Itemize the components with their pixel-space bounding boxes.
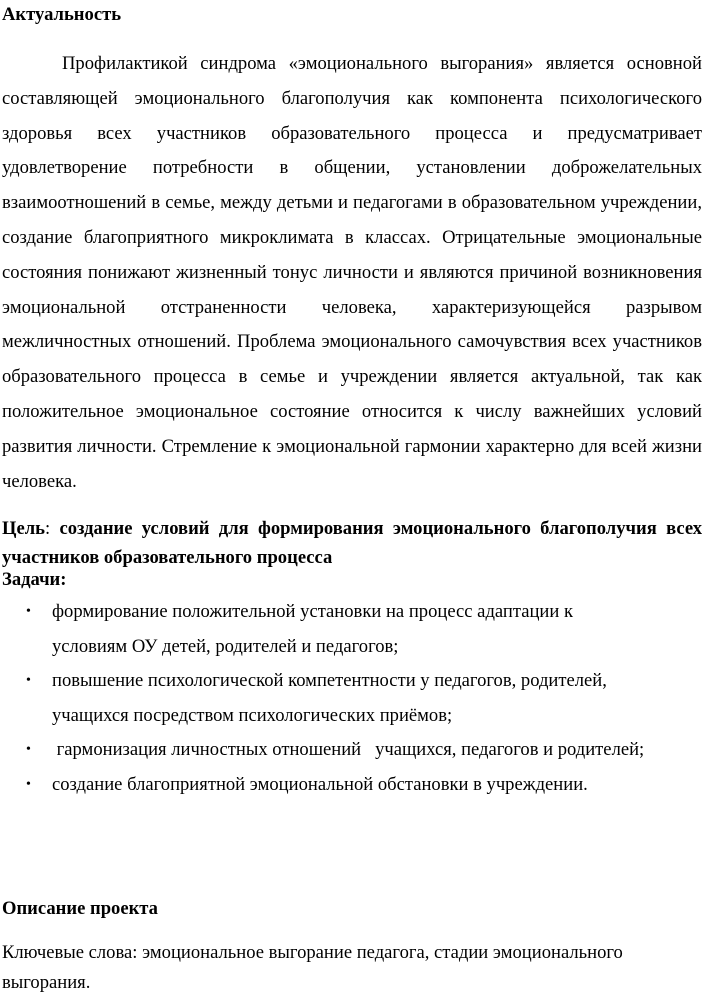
goal-paragraph bbox=[2, 514, 702, 572]
bullet-icon: • bbox=[26, 673, 31, 689]
bullet-icon: • bbox=[26, 604, 31, 619]
task-text: создание благоприятной эмоциональной обстановки в учреждении. bbox=[52, 773, 588, 795]
bullet-icon: • bbox=[26, 742, 31, 758]
relevance-heading: Актуальность bbox=[2, 4, 122, 25]
task-text: гармонизация личностных отношений учащихся, педагогов и родителей; bbox=[52, 739, 645, 761]
goal-text: создание условий для формирования эмоционального благополучия всех участников образовательного процесса bbox=[2, 518, 702, 568]
task-text: формирование положительной установки на процесс адаптации к условиям ОУ детей, родителей и педагогов; bbox=[52, 601, 573, 657]
goal-label: Цель bbox=[2, 518, 45, 539]
keywords-paragraph: Ключевые слова: эмоциональное выгорание педагога, стадии эмоционального выгорания. bbox=[2, 942, 623, 993]
relevance-paragraph bbox=[2, 47, 702, 499]
tasks-list bbox=[0, 595, 704, 803]
task-text: повышение психологической компетентности у педагогов, родителей, учащихся посредством психологических приёмов; bbox=[52, 670, 607, 726]
description-heading: Описание проекта bbox=[2, 898, 158, 919]
bullet-icon: • bbox=[26, 776, 31, 792]
list-item bbox=[0, 733, 652, 768]
list-item bbox=[0, 595, 652, 664]
goal-separator: : bbox=[44, 518, 51, 539]
tasks-heading: Задачи: bbox=[2, 569, 67, 590]
relevance-text: Профилактикой синдрома «эмоционального выгорания» является основной составляющей эмоционального благополучия как компонента психологического здоровья всех участников образовательного процесса и предусматривает удовлетворение потребности в общении, установлении доброжелательных взаимоотношений в семье, между детьми и педагогами в образовательном учреждении, создание благоприятного микроклимата в классах. Отрицательные эмоциональные состояния понижают жизненный тонус личности и являются причиной возникновения эмоциональной отстраненности человека, характеризующейся разрывом межличностных отношений. Проблема эмоционального самочувствия всех участников образовательного процесса в семье и учреждении является актуальной, так как положительное эмоциональное состояние относится к числу важнейших условий развития личности. Стремление к эмоциональной гармонии характерно для всей жизни человека. bbox=[2, 53, 702, 492]
list-item bbox=[0, 768, 652, 803]
list-item bbox=[0, 664, 652, 733]
